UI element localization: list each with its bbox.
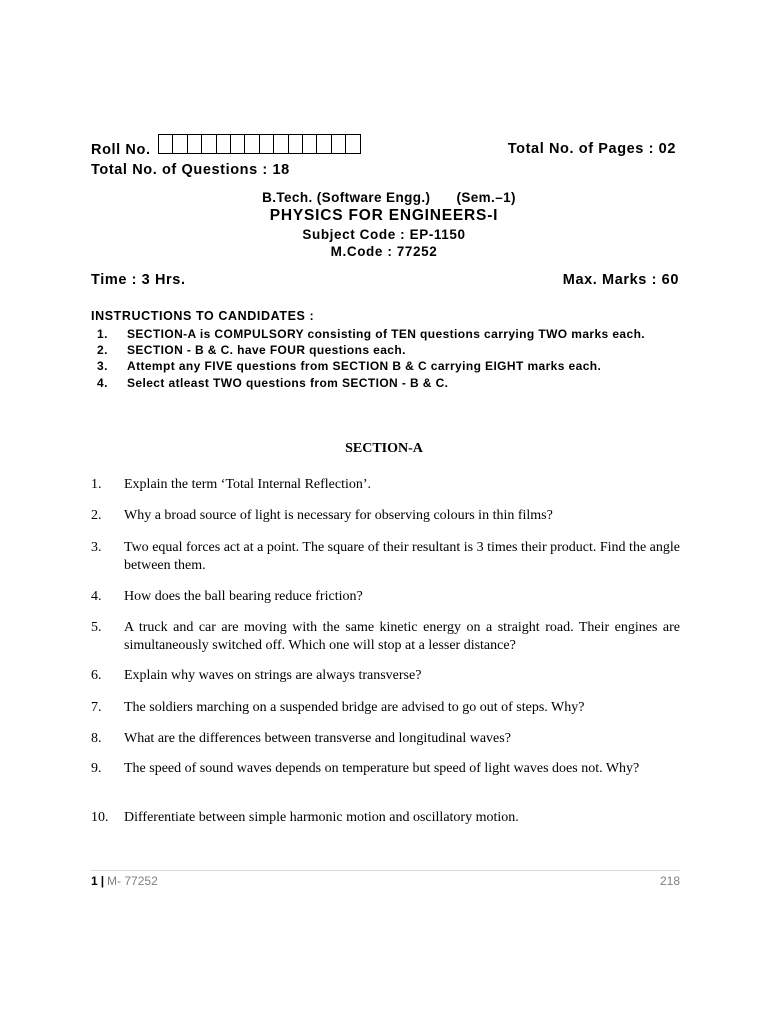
question-item xyxy=(91,730,680,748)
instruction-item xyxy=(91,359,679,374)
m-code: M.Code : 77252 xyxy=(330,244,438,259)
question-text: What are the differences between transverse and longitudinal waves? xyxy=(124,731,511,746)
semester: (Sem.–1) xyxy=(456,190,516,205)
roll-number-box xyxy=(289,135,303,153)
instruction-number: 3. xyxy=(97,359,108,374)
roll-number-box xyxy=(346,135,360,153)
footer-right-number: 218 xyxy=(659,874,680,888)
question-text: Explain the term ‘Total Internal Reflection’. xyxy=(124,477,372,492)
roll-number-box xyxy=(303,135,317,153)
question-item xyxy=(91,809,680,827)
roll-number-box xyxy=(260,135,274,153)
question-number: 5. xyxy=(91,620,102,635)
instructions-list xyxy=(91,327,679,392)
roll-number-row xyxy=(91,132,680,158)
question-item xyxy=(91,760,680,778)
max-marks: Max. Marks : 60 xyxy=(562,272,679,288)
question-number: 3. xyxy=(91,540,102,555)
question-number: 8. xyxy=(91,731,102,746)
roll-number-box xyxy=(188,135,202,153)
question-text: The soldiers marching on a suspended bridge are advised to go out of steps. Why? xyxy=(124,700,585,715)
total-pages: Total No. of Pages : 02 xyxy=(507,141,676,157)
degree: B.Tech. (Software Engg.) xyxy=(262,190,431,205)
roll-number-box xyxy=(332,135,346,153)
roll-number-box xyxy=(317,135,331,153)
time-marks-row xyxy=(91,272,679,288)
question-number: 4. xyxy=(91,589,102,604)
roll-number-box xyxy=(245,135,259,153)
section-a-title: SECTION-A xyxy=(345,441,423,456)
question-number: 6. xyxy=(91,668,102,683)
question-item xyxy=(91,619,680,655)
page-footer xyxy=(91,874,680,888)
question-number: 2. xyxy=(91,508,102,523)
instruction-text: Select atleast TWO questions from SECTION - B & C. xyxy=(127,375,449,390)
roll-number-box xyxy=(202,135,216,153)
question-item xyxy=(91,699,680,717)
question-text: Two equal forces act at a point. The square of their resultant is 3 times their product. Find the angle between them. xyxy=(124,540,680,573)
roll-number-box xyxy=(274,135,288,153)
instruction-number: 2. xyxy=(97,343,108,358)
question-text: How does the ball bearing reduce friction? xyxy=(124,589,363,604)
footer-code: M- 77252 xyxy=(107,874,158,888)
footer-divider xyxy=(91,870,680,871)
roll-number-box xyxy=(159,135,173,153)
question-text: Why a broad source of light is necessary for observing colours in thin films? xyxy=(124,508,553,523)
roll-number-box xyxy=(231,135,245,153)
instruction-number: 1. xyxy=(97,327,108,341)
instruction-text: SECTION-A is COMPULSORY consisting of TEN questions carrying TWO marks each. xyxy=(127,327,646,341)
question-item xyxy=(91,667,680,685)
instruction-text: SECTION - B & C. have FOUR questions each. xyxy=(127,343,406,358)
exam-time: Time : 3 Hrs. xyxy=(91,272,186,288)
question-text: Explain why waves on strings are always transverse? xyxy=(124,668,422,683)
total-questions: Total No. of Questions : 18 xyxy=(91,162,290,178)
instructions-title: INSTRUCTIONS TO CANDIDATES : xyxy=(91,309,315,323)
question-item xyxy=(91,507,680,525)
instruction-item xyxy=(91,327,679,342)
question-item xyxy=(91,476,680,494)
roll-number-box xyxy=(173,135,187,153)
roll-number-box xyxy=(217,135,231,153)
question-number: 7. xyxy=(91,700,102,715)
question-text: The speed of sound waves depends on temperature but speed of light waves does not. Why? xyxy=(124,761,640,776)
instruction-number: 4. xyxy=(97,375,108,390)
instruction-item xyxy=(91,343,679,358)
instruction-item xyxy=(91,376,679,391)
question-number: 10. xyxy=(91,810,109,825)
roll-number-label: Roll No. xyxy=(91,142,151,158)
subject-title: PHYSICS FOR ENGINEERS-I xyxy=(269,207,499,224)
question-item xyxy=(91,539,680,575)
question-text: Differentiate between simple harmonic motion and oscillatory motion. xyxy=(124,810,519,825)
instruction-text: Attempt any FIVE questions from SECTION B & C carrying EIGHT marks each. xyxy=(127,359,602,374)
footer-page-number: 1 xyxy=(91,874,98,888)
question-number: 1. xyxy=(91,477,102,492)
course-line xyxy=(0,190,768,205)
subject-code: Subject Code : EP-1150 xyxy=(302,227,466,242)
roll-number-boxes xyxy=(158,134,361,154)
question-text: A truck and car are moving with the same kinetic energy on a straight road. Their engines are simultaneously switched off. Which one will stop at a lesser distance? xyxy=(124,620,680,653)
question-item xyxy=(91,588,680,606)
footer-separator: | xyxy=(100,874,105,888)
question-number: 9. xyxy=(91,761,102,776)
